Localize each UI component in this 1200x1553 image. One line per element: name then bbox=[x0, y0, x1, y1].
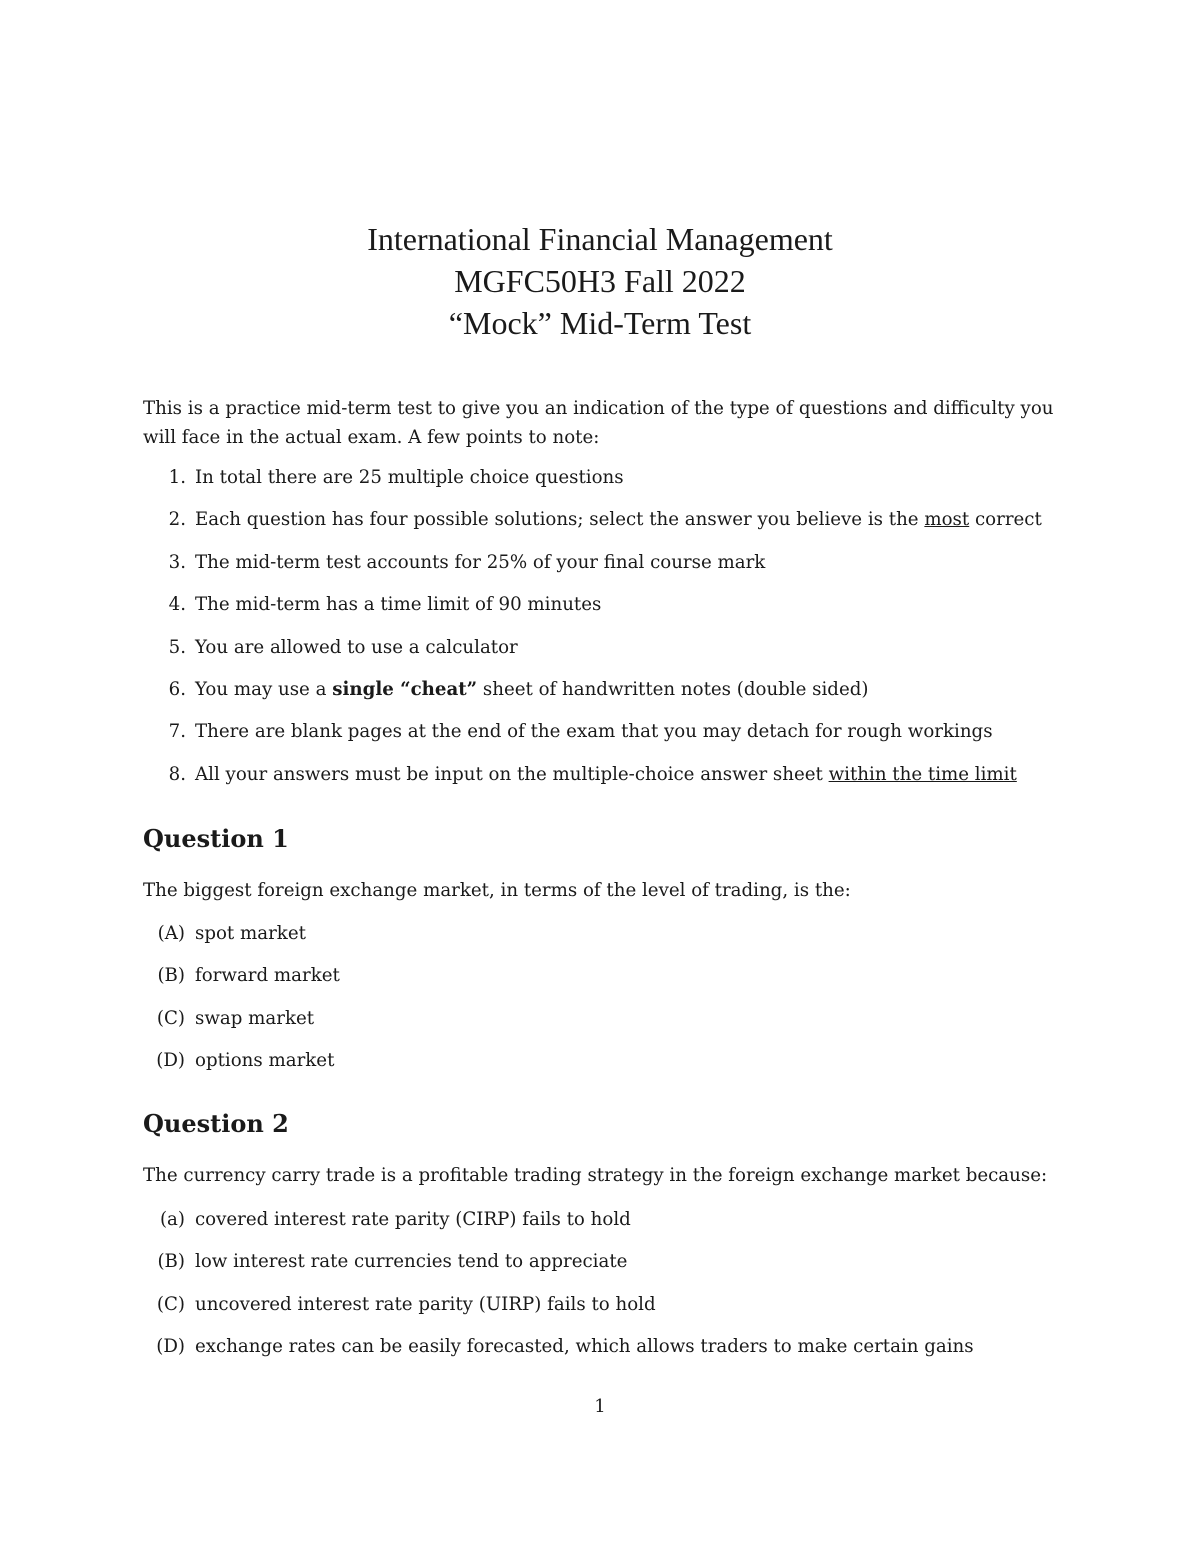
course-title: International Financial Management bbox=[367, 221, 833, 257]
note-number: 1. bbox=[168, 467, 186, 488]
option-text: uncovered interest rate parity (UIRP) fails to hold bbox=[195, 1293, 656, 1315]
question-1-stem: The biggest foreign exchange market, in terms of the level of trading, is the: bbox=[143, 880, 851, 901]
option-label: (a) bbox=[159, 1209, 185, 1230]
option-item bbox=[143, 1205, 1083, 1247]
course-code-term: MGFC50H3 Fall 2022 bbox=[454, 263, 746, 299]
question-1-options bbox=[143, 919, 1083, 1088]
note-item bbox=[143, 675, 1063, 717]
note-text: In total there are 25 multiple choice questions bbox=[195, 467, 624, 488]
note-text bbox=[195, 675, 868, 704]
option-label: (D) bbox=[156, 1335, 185, 1357]
note-item bbox=[143, 590, 1063, 632]
test-title: “Mock” Mid-Term Test bbox=[448, 305, 752, 341]
note-number: 6. bbox=[168, 678, 186, 700]
option-item bbox=[143, 1247, 1083, 1289]
option-text: low interest rate currencies tend to appreciate bbox=[195, 1251, 628, 1273]
option-item bbox=[143, 919, 1083, 961]
question-2-stem: The currency carry trade is a profitable trading strategy in the foreign exchange market because: bbox=[143, 1165, 1048, 1186]
note-text-pre: Each question has four possible solutions; select the answer you believe is the bbox=[195, 509, 925, 531]
note-item bbox=[143, 717, 1063, 759]
note-text-pre: All your answers must be input on the multiple-choice answer sheet bbox=[195, 763, 829, 785]
question-1-heading: Question 1 bbox=[143, 824, 289, 853]
note-number: 5. bbox=[168, 636, 186, 658]
note-text-post: correct bbox=[969, 509, 1042, 531]
option-text: covered interest rate parity (CIRP) fails to hold bbox=[195, 1209, 631, 1230]
note-number: 4. bbox=[168, 594, 186, 616]
note-emphasis-most: most bbox=[924, 509, 970, 531]
note-text: The mid-term test accounts for 25% of your final course mark bbox=[195, 551, 766, 573]
option-item bbox=[143, 961, 1083, 1003]
option-label: (B) bbox=[157, 1251, 185, 1273]
note-item bbox=[143, 505, 1063, 547]
note-text-pre: You may use a bbox=[195, 678, 333, 700]
option-label: (A) bbox=[157, 923, 185, 944]
intro-paragraph: This is a practice mid-term test to give you an indication of the type of questions and difficulty you will face in the actual exam. A few points to note: bbox=[143, 398, 1054, 448]
option-text: swap market bbox=[195, 1007, 315, 1029]
note-number: 3. bbox=[168, 551, 186, 573]
note-text: You are allowed to use a calculator bbox=[195, 636, 518, 658]
page-number: 1 bbox=[594, 1396, 606, 1417]
note-text-post: sheet of handwritten notes (double sided) bbox=[477, 678, 869, 700]
note-number: 8. bbox=[168, 763, 186, 785]
note-emphasis-single-cheat: single “cheat” bbox=[332, 678, 478, 700]
option-label: (D) bbox=[156, 1049, 185, 1071]
option-label: (B) bbox=[157, 965, 185, 987]
note-text bbox=[195, 505, 1042, 534]
option-text: options market bbox=[195, 1049, 335, 1071]
note-item bbox=[143, 548, 1063, 590]
note-item bbox=[143, 463, 1063, 505]
option-label: (C) bbox=[156, 1293, 185, 1315]
note-item bbox=[143, 760, 1063, 802]
note-text: There are blank pages at the end of the exam that you may detach for rough workings bbox=[195, 721, 993, 743]
note-text: The mid-term has a time limit of 90 minutes bbox=[195, 594, 602, 616]
option-item bbox=[143, 1046, 1083, 1088]
notes-list bbox=[143, 463, 1063, 802]
option-text: exchange rates can be easily forecasted, which allows traders to make certain gains bbox=[195, 1335, 974, 1357]
option-item bbox=[143, 1332, 1083, 1374]
option-text: spot market bbox=[195, 923, 306, 944]
note-text bbox=[195, 760, 1017, 789]
question-2-options bbox=[143, 1205, 1083, 1374]
document-title bbox=[0, 218, 1200, 344]
question-2-heading: Question 2 bbox=[143, 1109, 289, 1138]
option-label: (C) bbox=[156, 1007, 185, 1029]
note-number: 7. bbox=[168, 721, 186, 743]
option-item bbox=[143, 1290, 1083, 1332]
option-text: forward market bbox=[195, 965, 340, 987]
note-item bbox=[143, 633, 1063, 675]
option-item bbox=[143, 1004, 1083, 1046]
note-emphasis-time-limit: within the time limit bbox=[828, 763, 1017, 785]
note-number: 2. bbox=[168, 509, 186, 531]
